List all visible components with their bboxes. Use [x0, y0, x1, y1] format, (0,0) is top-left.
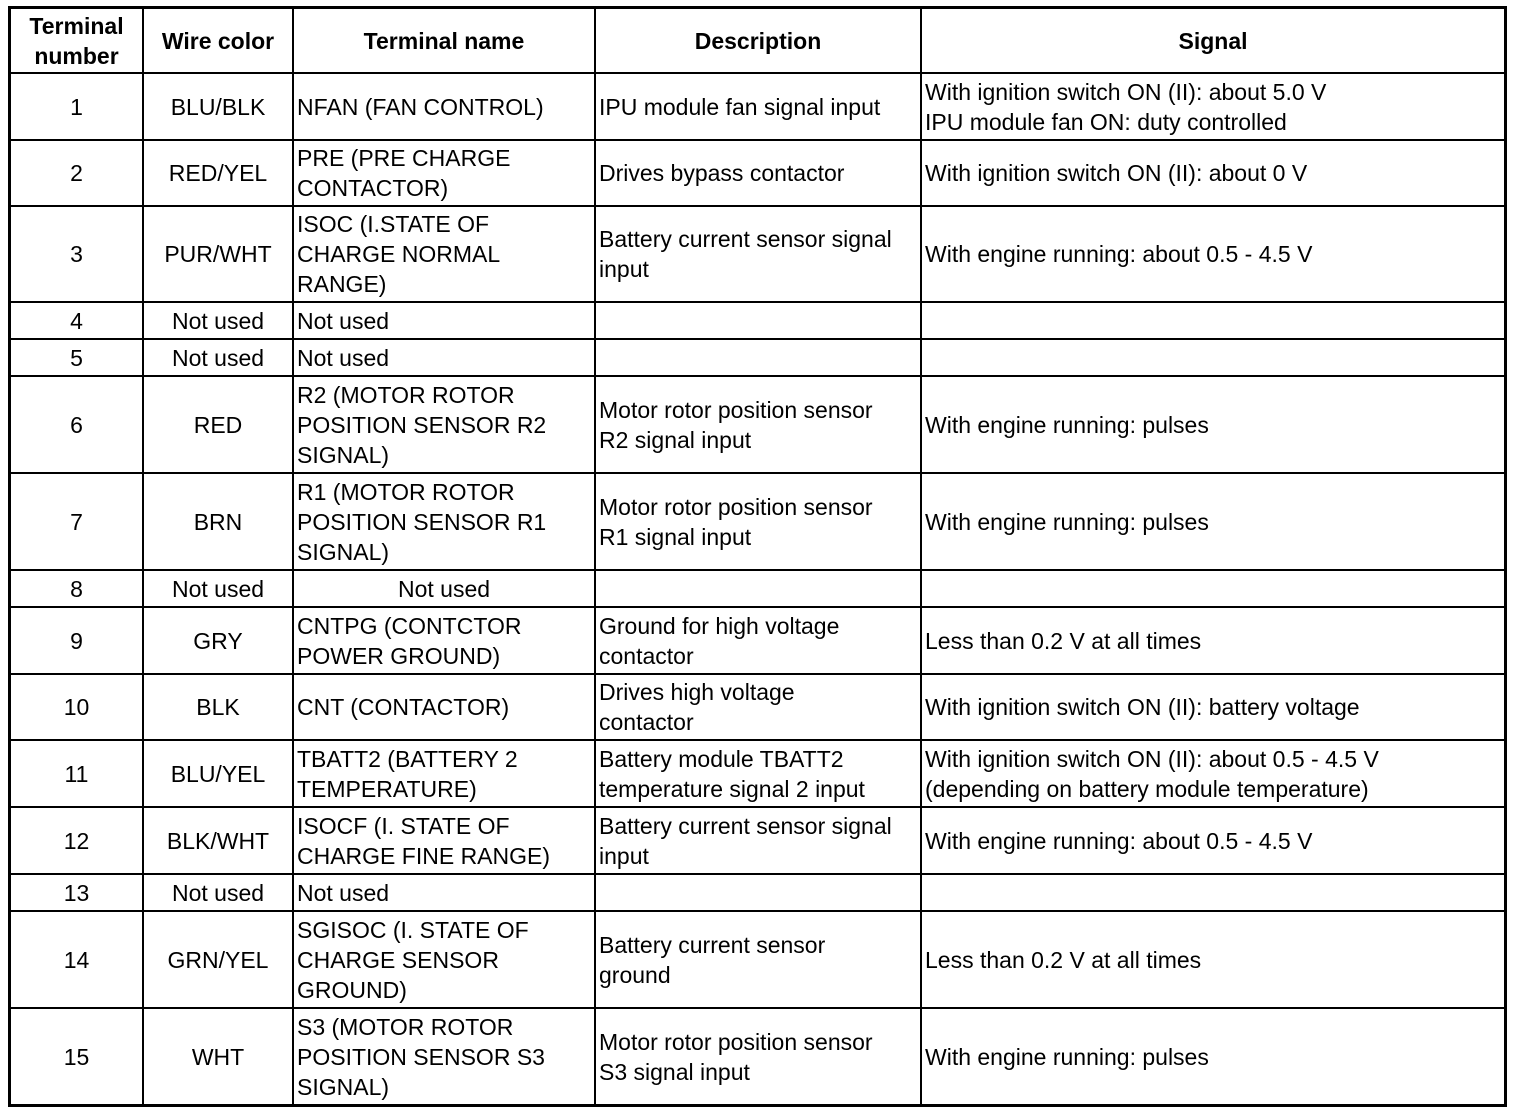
table-row: [11, 607, 1504, 674]
terminal-name-cell-line: ISOCF (I. STATE OF: [297, 812, 510, 839]
terminal-name-cell-line: TBATT2 (BATTERY 2: [297, 745, 518, 772]
terminal-number-cell: 3: [11, 206, 143, 302]
header-terminal-number-line: number: [34, 42, 119, 69]
terminal-name-cell-line: GROUND): [297, 976, 407, 1003]
terminal-name-cell-line: POSITION SENSOR S3: [297, 1044, 545, 1070]
description-cell: [595, 302, 921, 339]
header-description: Description: [595, 9, 921, 73]
table-row: [11, 376, 1504, 473]
signal-cell-line: IPU module fan ON: duty controlled: [925, 108, 1287, 135]
terminal-number-cell: 10: [11, 674, 143, 740]
table-row: [11, 339, 1504, 376]
table-row: [11, 874, 1504, 911]
terminal-number-cell: 15: [11, 1008, 143, 1105]
terminal-number-cell: 2: [11, 140, 143, 206]
table-row: [11, 674, 1504, 740]
description-cell: [595, 807, 921, 874]
terminal-name-cell: [293, 674, 595, 740]
wire-color-cell: BLK: [143, 674, 293, 740]
signal-cell: [921, 807, 1504, 874]
wire-color-cell: Not used: [143, 570, 293, 607]
terminal-number-cell: 9: [11, 607, 143, 674]
terminal-number-cell: 1: [11, 73, 143, 140]
terminal-number-cell: 6: [11, 376, 143, 473]
description-cell-line: S3 signal input: [599, 1059, 750, 1085]
table-row: [11, 570, 1504, 607]
terminal-name-cell-line: Not used: [297, 879, 390, 906]
terminal-name-cell-line: POSITION SENSOR R2: [297, 411, 547, 438]
signal-cell: [921, 740, 1504, 807]
description-cell: [595, 1008, 921, 1105]
description-cell-line: input: [599, 842, 649, 869]
wire-color-cell: BLU/BLK: [143, 73, 293, 140]
wire-color-cell: BLK/WHT: [143, 807, 293, 874]
terminal-name-cell-line: SIGNAL): [297, 1074, 390, 1100]
terminal-name-cell-line: POWER GROUND): [297, 642, 501, 669]
terminal-table: [11, 9, 1504, 1105]
terminal-name-cell-line: PRE (PRE CHARGE: [297, 145, 511, 171]
terminal-name-cell: [293, 206, 595, 302]
table-row: [11, 140, 1504, 206]
signal-cell: [921, 1008, 1504, 1105]
signal-cell: [921, 140, 1504, 206]
signal-cell: [921, 570, 1504, 607]
terminal-name-cell: [293, 740, 595, 807]
wire-color-cell: BRN: [143, 473, 293, 570]
terminal-name-cell-line: Not used: [297, 307, 390, 334]
description-cell-line: Drives high voltage: [599, 679, 795, 705]
terminal-number-cell: 8: [11, 570, 143, 607]
description-cell-line: Motor rotor position sensor: [599, 396, 873, 423]
description-cell: [595, 570, 921, 607]
description-cell-line: contactor: [599, 642, 694, 669]
wire-color-cell: RED: [143, 376, 293, 473]
terminal-name-cell: [293, 339, 595, 376]
table-row: [11, 206, 1504, 302]
terminal-name-cell: [293, 607, 595, 674]
terminal-number-cell: 14: [11, 911, 143, 1008]
description-cell-line: Battery current sensor signal: [599, 812, 892, 839]
terminal-name-cell: [293, 473, 595, 570]
terminal-name-cell: [293, 807, 595, 874]
signal-cell-line: (depending on battery module temperature): [925, 775, 1369, 802]
description-cell-line: ground: [599, 961, 671, 988]
description-cell-line: Drives bypass contactor: [599, 160, 845, 186]
description-cell-line: IPU module fan signal input: [599, 93, 881, 120]
terminal-number-cell: 5: [11, 339, 143, 376]
terminal-name-cell-line: R1 (MOTOR ROTOR: [297, 478, 515, 505]
signal-cell: [921, 206, 1504, 302]
table-row: [11, 911, 1504, 1008]
header-wire-color: Wire color: [143, 9, 293, 73]
description-cell: [595, 607, 921, 674]
terminal-name-cell-line: CONTACTOR): [297, 175, 449, 201]
table-row: [11, 740, 1504, 807]
terminal-name-cell-line: NFAN (FAN CONTROL): [297, 93, 544, 120]
terminal-name-cell: [293, 570, 595, 607]
signal-cell: [921, 607, 1504, 674]
signal-cell-line: With ignition switch ON (II): about 5.0 V: [925, 78, 1327, 105]
description-cell-line: input: [599, 256, 649, 282]
signal-cell-line: With ignition switch ON (II): about 0.5 - 4.5 V: [925, 745, 1379, 772]
terminal-name-cell-line: CNTPG (CONTCTOR: [297, 612, 522, 639]
terminal-name-cell: [293, 140, 595, 206]
description-cell: [595, 740, 921, 807]
terminal-name-cell-line: ISOC (I.STATE OF: [297, 211, 490, 237]
terminal-name-cell: [293, 911, 595, 1008]
terminal-number-cell: 7: [11, 473, 143, 570]
header-signal: Signal: [921, 9, 1504, 73]
terminal-name-cell: [293, 1008, 595, 1105]
signal-cell-line: With ignition switch ON (II): battery voltage: [925, 694, 1360, 720]
description-cell-line: Battery current sensor: [599, 931, 826, 958]
signal-cell: [921, 73, 1504, 140]
table-row: [11, 302, 1504, 339]
terminal-name-cell-line: S3 (MOTOR ROTOR: [297, 1014, 514, 1040]
terminal-name-cell-line: RANGE): [297, 271, 387, 297]
signal-cell: [921, 674, 1504, 740]
description-cell-line: Ground for high voltage: [599, 612, 840, 639]
table-row: [11, 1008, 1504, 1105]
description-cell-line: Battery current sensor signal: [599, 226, 892, 252]
signal-cell-line: With engine running: pulses: [925, 1044, 1209, 1070]
terminal-name-cell-line: TEMPERATURE): [297, 775, 477, 802]
terminal-name-cell-line: POSITION SENSOR R1: [297, 508, 547, 535]
terminal-name-cell-line: Not used: [297, 344, 390, 371]
terminal-name-cell: [293, 302, 595, 339]
signal-cell-line: With engine running: pulses: [925, 411, 1209, 438]
description-cell: [595, 674, 921, 740]
terminal-name-cell-line: SGISOC (I. STATE OF: [297, 916, 529, 943]
terminal-name-cell-line: SIGNAL): [297, 538, 390, 565]
terminal-name-cell-line: Not used: [397, 575, 491, 602]
signal-cell: [921, 302, 1504, 339]
description-cell: [595, 73, 921, 140]
signal-cell-line: With engine running: pulses: [925, 508, 1209, 535]
terminal-name-cell: [293, 376, 595, 473]
signal-cell-line: With engine running: about 0.5 - 4.5 V: [925, 241, 1313, 267]
table-row: [11, 807, 1504, 874]
signal-cell-line: With ignition switch ON (II): about 0 V: [925, 160, 1308, 186]
wire-color-cell: RED/YEL: [143, 140, 293, 206]
description-cell: [595, 376, 921, 473]
terminal-number-cell: 12: [11, 807, 143, 874]
table-row: [11, 473, 1504, 570]
description-cell-line: Motor rotor position sensor: [599, 1029, 873, 1055]
description-cell: [595, 874, 921, 911]
header-terminal-number-line: Terminal: [29, 12, 124, 39]
description-cell-line: R2 signal input: [599, 426, 752, 453]
table-body: [11, 73, 1504, 1105]
terminal-name-cell-line: CHARGE NORMAL: [297, 241, 501, 267]
description-cell: [595, 339, 921, 376]
description-cell: [595, 206, 921, 302]
signal-cell-line: With engine running: about 0.5 - 4.5 V: [925, 827, 1313, 854]
terminal-name-cell: [293, 874, 595, 911]
description-cell-line: R1 signal input: [599, 523, 752, 550]
terminal-name-cell-line: SIGNAL): [297, 441, 390, 468]
terminal-number-cell: 11: [11, 740, 143, 807]
table-row: [11, 73, 1504, 140]
terminal-table-container: [8, 6, 1507, 1107]
description-cell: [595, 473, 921, 570]
wire-color-cell: Not used: [143, 874, 293, 911]
header-terminal-number: [11, 9, 143, 73]
signal-cell-line: Less than 0.2 V at all times: [925, 627, 1202, 654]
terminal-name-cell-line: CNT (CONTACTOR): [297, 694, 510, 720]
terminal-name-cell: [293, 73, 595, 140]
description-cell-line: contactor: [599, 709, 694, 735]
signal-cell: [921, 911, 1504, 1008]
terminal-number-cell: 13: [11, 874, 143, 911]
description-cell-line: Motor rotor position sensor: [599, 493, 873, 520]
signal-cell: [921, 376, 1504, 473]
signal-cell: [921, 874, 1504, 911]
signal-cell-line: Less than 0.2 V at all times: [925, 946, 1202, 973]
header-terminal-name: Terminal name: [293, 9, 595, 73]
description-cell: [595, 911, 921, 1008]
header-row: [11, 9, 1504, 73]
description-cell: [595, 140, 921, 206]
terminal-name-cell-line: CHARGE SENSOR: [297, 946, 499, 973]
wire-color-cell: PUR/WHT: [143, 206, 293, 302]
description-cell-line: Battery module TBATT2: [599, 745, 844, 772]
wire-color-cell: Not used: [143, 339, 293, 376]
wire-color-cell: WHT: [143, 1008, 293, 1105]
wire-color-cell: BLU/YEL: [143, 740, 293, 807]
wire-color-cell: Not used: [143, 302, 293, 339]
signal-cell: [921, 339, 1504, 376]
terminal-name-cell-line: R2 (MOTOR ROTOR: [297, 381, 515, 408]
wire-color-cell: GRN/YEL: [143, 911, 293, 1008]
signal-cell: [921, 473, 1504, 570]
terminal-number-cell: 4: [11, 302, 143, 339]
wire-color-cell: GRY: [143, 607, 293, 674]
terminal-name-cell-line: CHARGE FINE RANGE): [297, 842, 551, 869]
description-cell-line: temperature signal 2 input: [599, 775, 865, 802]
